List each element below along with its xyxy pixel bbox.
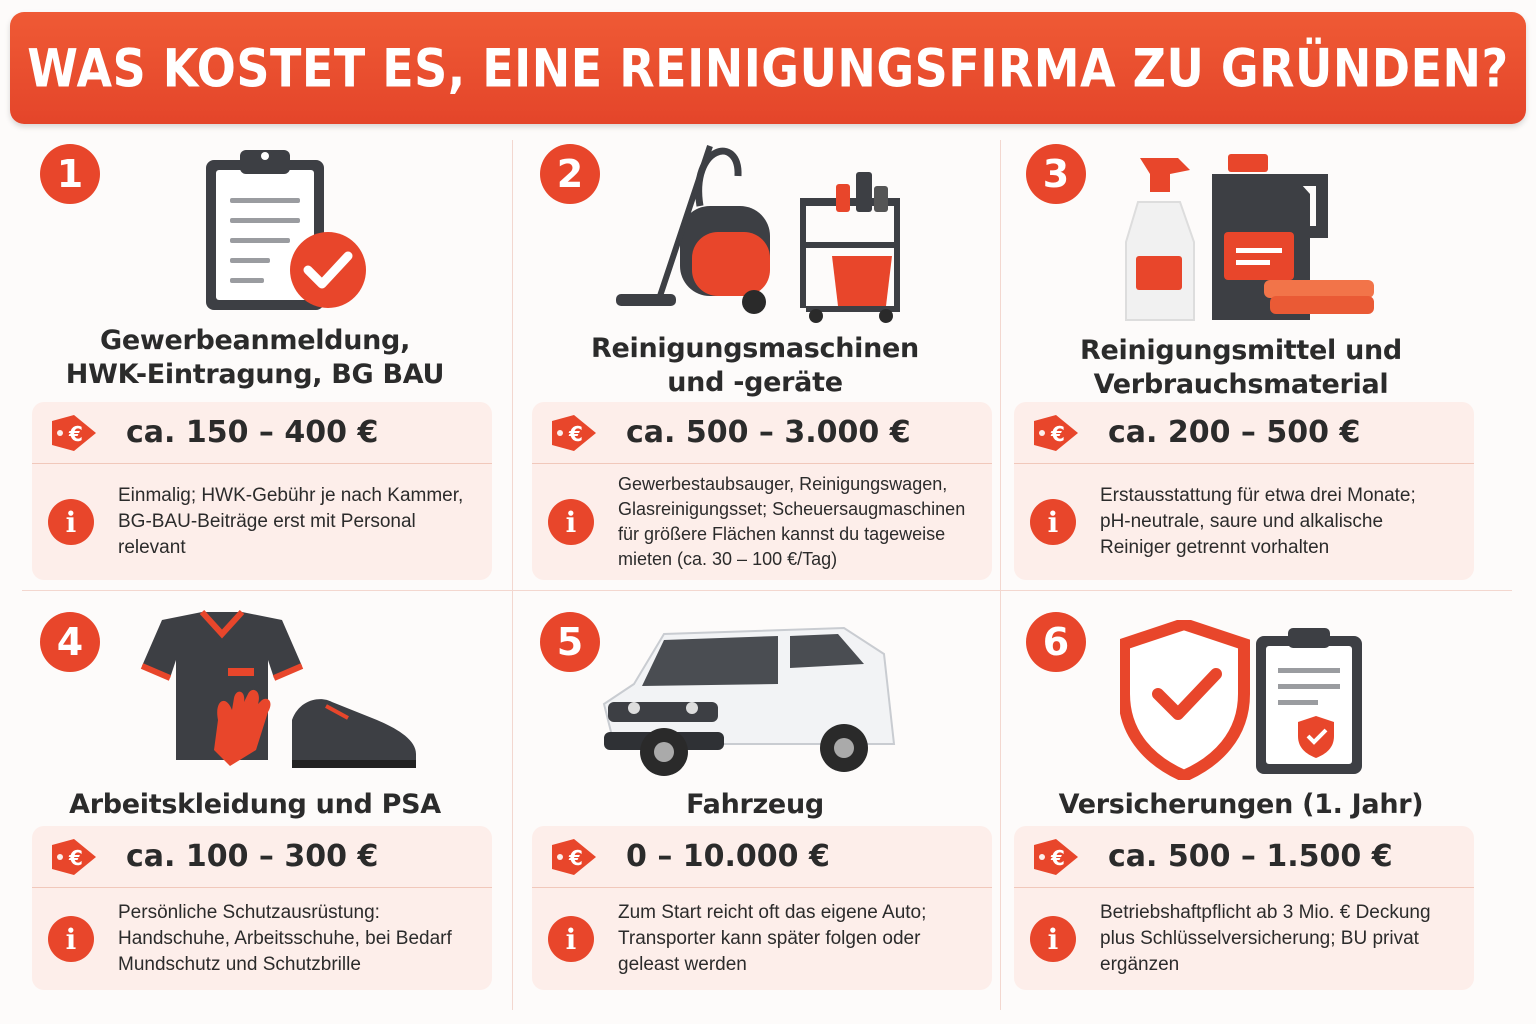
price-tag-icon [46,411,100,455]
van-icon [594,624,904,780]
price-tag-icon [546,835,600,879]
info-icon: i [548,499,594,545]
item-title: Reinigungsmittel und Verbrauchsmaterial [1080,335,1402,400]
step-number: 6 [1026,612,1086,672]
info-text: Einmalig; HWK-Gebühr je nach Kammer, BG-BAU-Beiträge erst mit Personal relevant [118,485,464,558]
price-tag-icon [1028,411,1082,455]
svg-text:€: € [569,845,583,870]
page-title: WAS KOSTET ES, EINE REINIGUNGSFIRMA ZU GRÜNDEN? [27,36,1509,100]
step-number: 2 [540,144,600,204]
info-text: Betriebshaftpflicht ab 3 Mio. € Deckung plus Schlüsselversicherung; BU privat ergänzen [1100,902,1431,975]
cost-item-5 [510,598,1000,1024]
step-number: 3 [1026,144,1086,204]
price-range: ca. 200 – 500 € [1108,415,1361,450]
cost-card [1014,826,1474,990]
cost-card [32,402,492,580]
divider [22,590,1512,591]
info-text: Gewerbestaubsauger, Reinigungswagen, Glasreinigungsset; Scheuersaugmaschinen für größere Flächen kannst du tageweise mieten (ca. 30 – 100 €/Tag) [618,474,966,569]
price-range: ca. 100 – 300 € [126,839,379,874]
svg-text:€: € [69,421,83,446]
info-icon: i [48,499,94,545]
cost-card [32,826,492,990]
cost-card [532,826,992,990]
price-range: ca. 500 – 3.000 € [626,415,911,450]
item-title: Versicherungen (1. Jahr) [1058,789,1424,820]
price-range: 0 – 10.000 € [626,839,830,874]
step-number: 1 [40,144,100,204]
cost-item-1 [10,130,500,570]
price-tag-icon [1028,835,1082,879]
info-text: Erstausstattung für etwa drei Monate; pH-neutrale, saure und alkalische Reiniger getrennt vorhalten [1100,485,1416,558]
title-banner [10,12,1526,124]
svg-text:€: € [1051,421,1065,446]
clipboard-check-icon [200,142,370,312]
cost-item-6 [996,598,1486,1024]
workwear-ppe-icon [122,610,422,780]
price-tag-icon [546,411,600,455]
info-text: Zum Start reicht oft das eigene Auto; Transporter kann später folgen oder geleast werden [618,902,927,975]
svg-text:€: € [69,845,83,870]
step-number: 4 [40,612,100,672]
price-range: ca. 150 – 400 € [126,415,379,450]
info-icon: i [1030,499,1076,545]
info-icon: i [1030,916,1076,962]
item-title: Reinigungsmaschinen und -geräte [591,333,919,398]
info-text: Persönliche Schutzausrüstung: Handschuhe, Arbeitsschuhe, bei Bedarf Mundschutz und Schutzbrille [118,902,452,975]
cost-item-4 [10,598,500,1024]
svg-text:€: € [1051,845,1065,870]
svg-text:€: € [569,421,583,446]
price-range: ca. 500 – 1.500 € [1108,839,1393,874]
price-tag-icon [46,835,100,879]
step-number: 5 [540,612,600,672]
cost-item-2 [510,130,1000,570]
insurance-shield-icon [1120,620,1370,780]
cleaning-supplies-icon [1114,152,1384,332]
item-title: Gewerbeanmeldung, HWK-Eintragung, BG BAU [65,325,445,390]
cost-card [532,402,992,580]
cost-item-3 [996,130,1486,570]
info-icon: i [548,916,594,962]
vacuum-cleaner-cart-icon [610,136,920,326]
item-title: Arbeitskleidung und PSA [69,789,441,820]
info-icon: i [48,916,94,962]
cost-card [1014,402,1474,580]
item-title: Fahrzeug [686,789,824,820]
